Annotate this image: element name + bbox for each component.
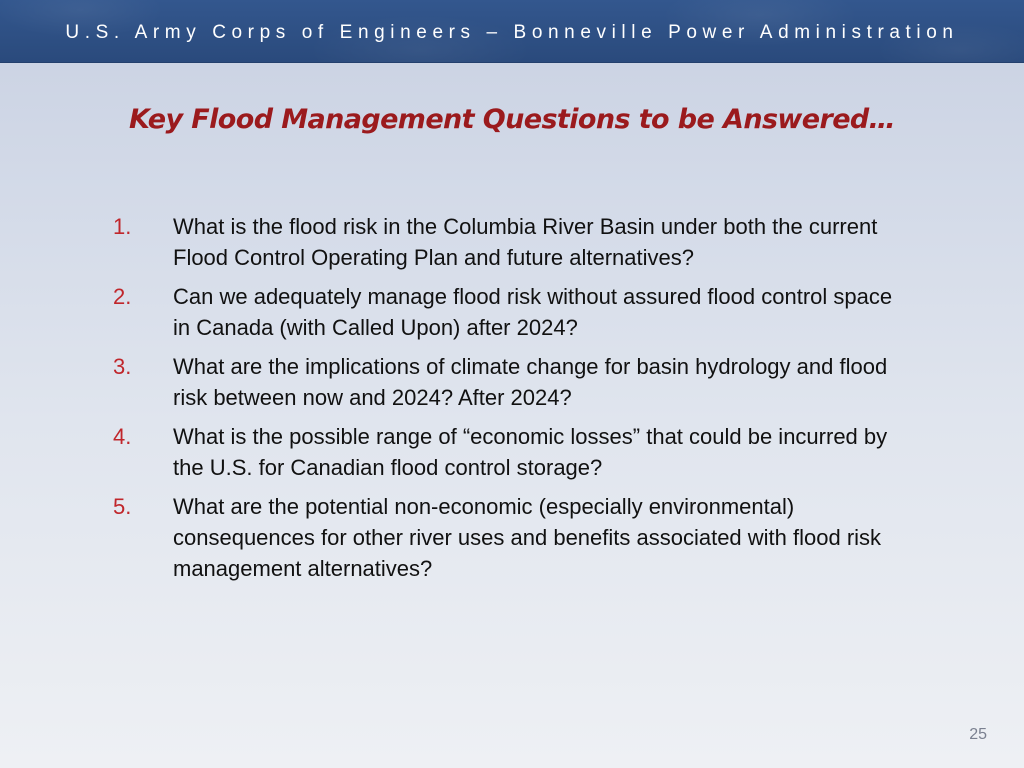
question-number: 5. <box>113 494 132 519</box>
question-number: 4. <box>113 424 132 449</box>
header-bar <box>0 0 1024 63</box>
question-item-3 <box>113 351 903 413</box>
question-text: What are the implications of climate change for basin hydrology and flood risk between now and 2024? After 2024? <box>173 354 888 410</box>
question-number: 3. <box>113 354 132 379</box>
question-item-1 <box>113 211 903 273</box>
question-text: What is the possible range of “economic losses” that could be incurred by the U.S. for Canadian flood control storage? <box>173 424 888 480</box>
question-list <box>113 211 903 592</box>
question-item-4 <box>113 421 903 483</box>
question-text: Can we adequately manage flood risk without assured flood control space in Canada (with Called Upon) after 2024? <box>173 284 893 340</box>
question-number: 2. <box>113 284 132 309</box>
header-organizations: U.S. Army Corps of Engineers – Bonneville Power Administration <box>65 22 959 43</box>
question-item-5 <box>113 491 903 584</box>
page-number: 25 <box>969 726 987 743</box>
question-item-2 <box>113 281 903 343</box>
question-text: What are the potential non-economic (especially environmental) consequences for other river uses and benefits associated with flood risk management alternatives? <box>173 494 882 581</box>
question-text: What is the flood risk in the Columbia River Basin under both the current Flood Control Operating Plan and future alternatives? <box>173 214 878 270</box>
slide-title: Key Flood Management Questions to be Answered… <box>128 104 896 135</box>
question-number: 1. <box>113 214 132 239</box>
